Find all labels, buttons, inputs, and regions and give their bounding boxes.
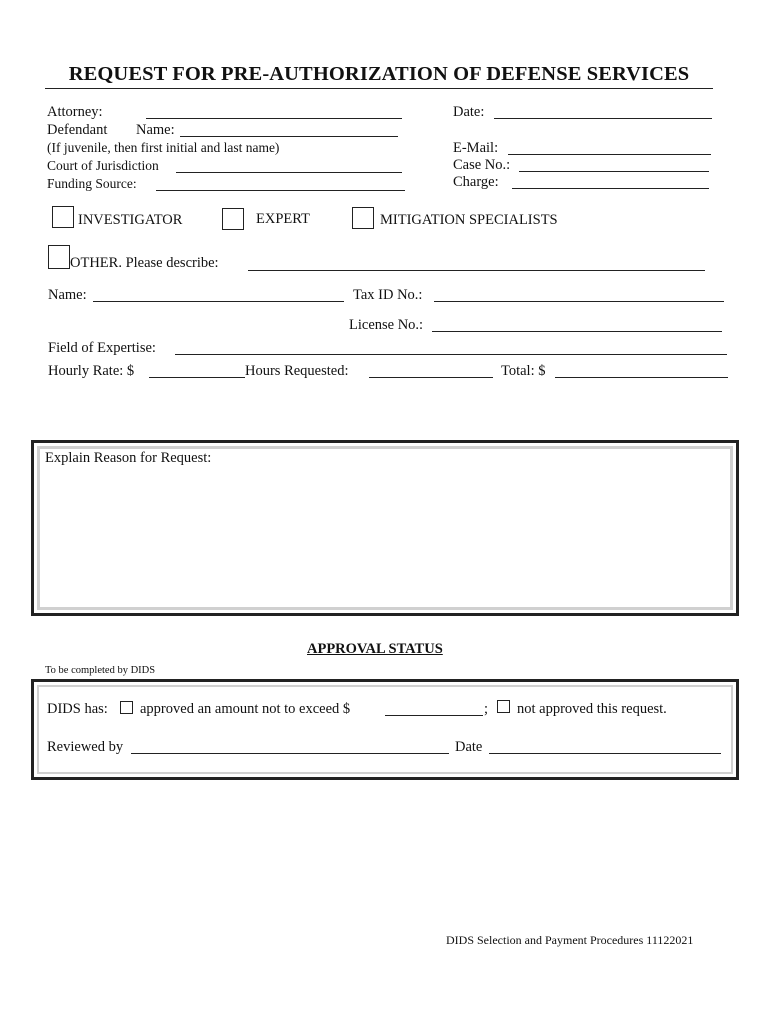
- funding-field[interactable]: [156, 190, 405, 191]
- license-field[interactable]: [432, 331, 722, 332]
- email-field[interactable]: [508, 154, 711, 155]
- not-approved-checkbox[interactable]: [497, 700, 510, 713]
- reviewed-by-field[interactable]: [131, 753, 449, 754]
- expert-label: EXPERT: [256, 211, 310, 227]
- review-date-label: Date: [455, 739, 483, 755]
- other-checkbox[interactable]: [48, 245, 70, 269]
- approved-text: approved an amount not to exceed $: [140, 701, 351, 717]
- hours-requested-field[interactable]: [369, 377, 493, 378]
- funding-label: Funding Source:: [47, 176, 137, 191]
- approval-heading: APPROVAL STATUS: [307, 641, 443, 657]
- defendant-name-field[interactable]: [180, 136, 398, 137]
- hourly-rate-label: Hourly Rate: $: [48, 363, 135, 379]
- date-field[interactable]: [494, 118, 712, 119]
- tax-id-label: Tax ID No.:: [353, 287, 423, 303]
- court-label: Court of Jurisdiction: [47, 158, 159, 173]
- total-label: Total: $: [501, 363, 546, 379]
- approval-box: [31, 679, 739, 780]
- expert-checkbox[interactable]: [222, 208, 244, 230]
- mitigation-checkbox[interactable]: [352, 207, 374, 229]
- approved-checkbox[interactable]: [120, 701, 133, 714]
- case-field[interactable]: [519, 171, 709, 172]
- defendant-name-label: Name:: [136, 122, 175, 138]
- defendant-label: Defendant: [47, 122, 108, 138]
- not-approved-text: not approved this request.: [517, 701, 667, 717]
- investigator-checkbox[interactable]: [52, 206, 74, 228]
- mitigation-label: MITIGATION SPECIALISTS: [380, 212, 558, 228]
- provider-name-field[interactable]: [93, 301, 344, 302]
- title-underline: [45, 88, 713, 89]
- total-field[interactable]: [555, 377, 728, 378]
- email-label: E-Mail:: [453, 140, 499, 156]
- reviewed-by-label: Reviewed by: [47, 739, 124, 755]
- form-title: REQUEST FOR PRE-AUTHORIZATION OF DEFENSE SERVICES: [68, 63, 690, 85]
- hourly-rate-field[interactable]: [149, 377, 245, 378]
- charge-label: Charge:: [453, 174, 499, 190]
- investigator-label: INVESTIGATOR: [78, 212, 183, 228]
- footer-text: DIDS Selection and Payment Procedures 11122021: [446, 933, 694, 947]
- charge-field[interactable]: [512, 188, 709, 189]
- review-date-field[interactable]: [489, 753, 721, 754]
- other-description-field[interactable]: [248, 270, 705, 271]
- provider-name-label: Name:: [48, 287, 87, 303]
- attorney-label: Attorney:: [47, 104, 103, 120]
- dids-has-label: DIDS has:: [47, 701, 108, 717]
- juvenile-note: (If juvenile, then first initial and last name): [47, 140, 280, 155]
- court-field[interactable]: [176, 172, 402, 173]
- approval-box-inner-border: [37, 685, 733, 774]
- expertise-label: Field of Expertise:: [48, 340, 156, 356]
- license-label: License No.:: [349, 317, 424, 333]
- expertise-field[interactable]: [175, 354, 727, 355]
- completed-by-note: To be completed by DIDS: [45, 665, 156, 676]
- reason-box-inner-border: [37, 446, 733, 610]
- approved-amount-field[interactable]: [385, 715, 483, 716]
- hours-requested-label: Hours Requested:: [245, 363, 349, 379]
- case-label: Case No.:: [453, 157, 511, 173]
- date-label: Date:: [453, 104, 485, 120]
- attorney-field[interactable]: [146, 118, 402, 119]
- reason-label: Explain Reason for Request:: [45, 450, 212, 466]
- tax-id-field[interactable]: [434, 301, 724, 302]
- approved-semicolon: ;: [484, 701, 489, 717]
- other-label: OTHER. Please describe:: [70, 255, 219, 271]
